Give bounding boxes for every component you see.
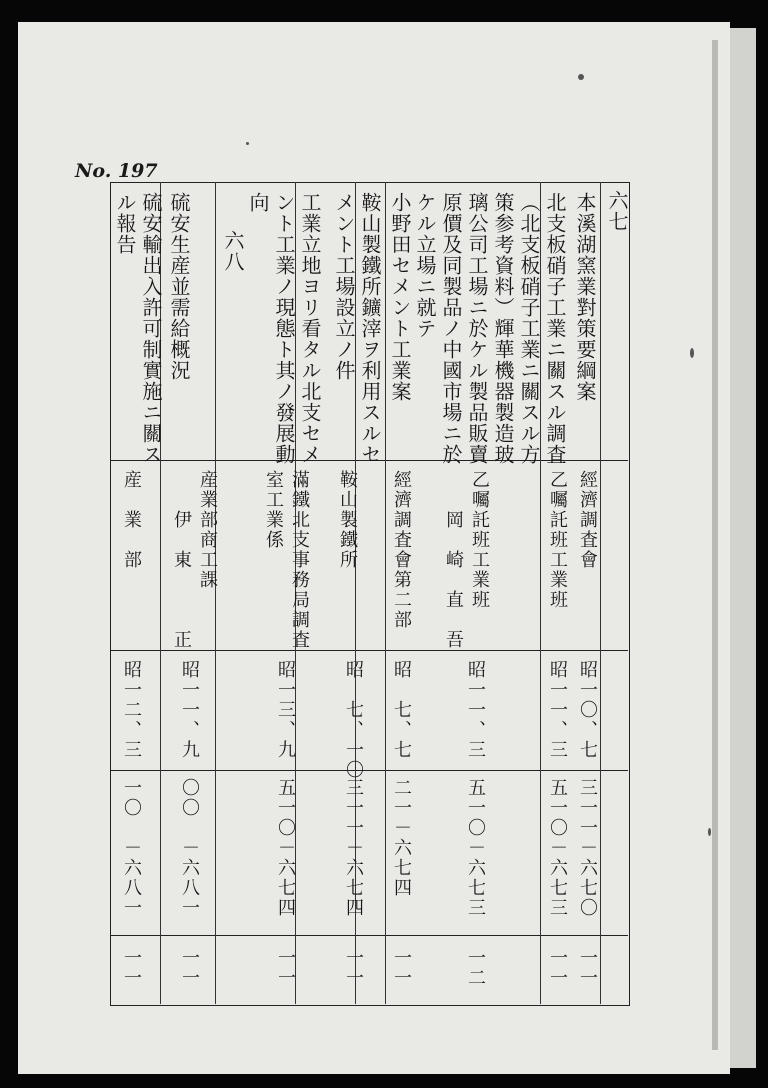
- entry-code: 三一一－六七四: [343, 778, 364, 918]
- entry-author: 乙囑託班工業班 岡 崎 直 吾: [443, 470, 490, 650]
- entry-count: 一一: [121, 948, 142, 988]
- entry-title: （北支板硝子工業ニ關スル方 策参考資料）輝華機器製造玻 璃公司工場ニ於ケル製品販賣 原價及同製品ノ中國市場ニ於 ケル立場ニ就テ: [413, 192, 541, 465]
- scan-speck: [708, 828, 711, 836]
- entry-date: 昭 七、七: [391, 660, 412, 760]
- entry-code: 一〇 －六八一: [121, 778, 142, 918]
- page-fold: [712, 40, 718, 1050]
- entry-code: 五一〇－六七三: [547, 778, 568, 918]
- entry-title: 工業立地ヨリ看タル北支セメ ント工業ノ現態ト其ノ發展動 向: [246, 192, 322, 465]
- entry-date: 昭一三、九: [275, 660, 296, 760]
- entry-date: 昭一一、三: [547, 660, 568, 760]
- scan-speck: [578, 74, 584, 80]
- entry-title: 北支板硝子工業ニ關スル調査: [543, 192, 567, 465]
- page-edge: [730, 28, 756, 1068]
- entry-date: 昭一二、三: [121, 660, 142, 760]
- entry-title: 本溪湖窯業對策要綱案: [573, 192, 597, 402]
- entry-date: 昭一一、九: [179, 660, 200, 760]
- entry-code: 五一〇－六七三: [465, 778, 486, 918]
- page-number: No. 197: [75, 160, 158, 182]
- entry-count: 一一: [391, 948, 412, 988]
- entry-date: 昭一〇、七: [577, 660, 598, 760]
- entry-author: 産 業 部: [121, 470, 142, 570]
- entry-title: 小野田セメント工業案: [388, 192, 412, 402]
- entry-code: 二一－六七四: [391, 778, 412, 898]
- column-rule: [385, 182, 386, 1004]
- entry-title: 鞍山製鐵所鑛滓ヲ利用スルセ メント工場設立ノ件: [332, 192, 382, 465]
- entry-code: 五一〇－六七四: [275, 778, 296, 918]
- entry-code: 三一一－六七〇: [577, 778, 598, 918]
- column-rule: [600, 182, 601, 1004]
- divider-code-count: [110, 935, 628, 936]
- entry-date: 昭一一、三: [465, 660, 486, 760]
- entry-author: 乙囑託班工業班: [547, 470, 568, 610]
- entry-date: 昭 七、一〇: [343, 660, 364, 780]
- entry-count: 一一: [275, 948, 296, 988]
- entry-count: 一一: [343, 948, 364, 988]
- entry-count: 一一: [577, 948, 598, 988]
- entry-author: 經濟調査會第二部: [391, 470, 412, 630]
- section-marker-68: 六八: [221, 230, 245, 272]
- divider-date-code: [110, 770, 628, 771]
- entry-count: 一一: [179, 948, 200, 988]
- entry-author: 經濟調査會: [577, 470, 598, 570]
- entry-count: 一二: [465, 948, 486, 988]
- entry-code: 〇〇 －六八一: [179, 778, 200, 918]
- entry-author: 滿鐵北支事務局調査 室工業係: [263, 470, 310, 650]
- divider-author-date: [110, 650, 628, 651]
- entry-author: 鞍山製鐵所: [337, 470, 358, 570]
- entry-title: 硫安輸出入許可制實施ニ關ス ル報告: [113, 192, 163, 465]
- entry-author: 産業部商工課 伊 東 正: [171, 470, 218, 650]
- scan-speck: [690, 348, 694, 358]
- scan-speck: [246, 142, 249, 145]
- entry-count: 一一: [547, 948, 568, 988]
- section-marker-67: 六七: [605, 190, 629, 232]
- entry-title: 硫安生産並需給概況: [167, 192, 191, 381]
